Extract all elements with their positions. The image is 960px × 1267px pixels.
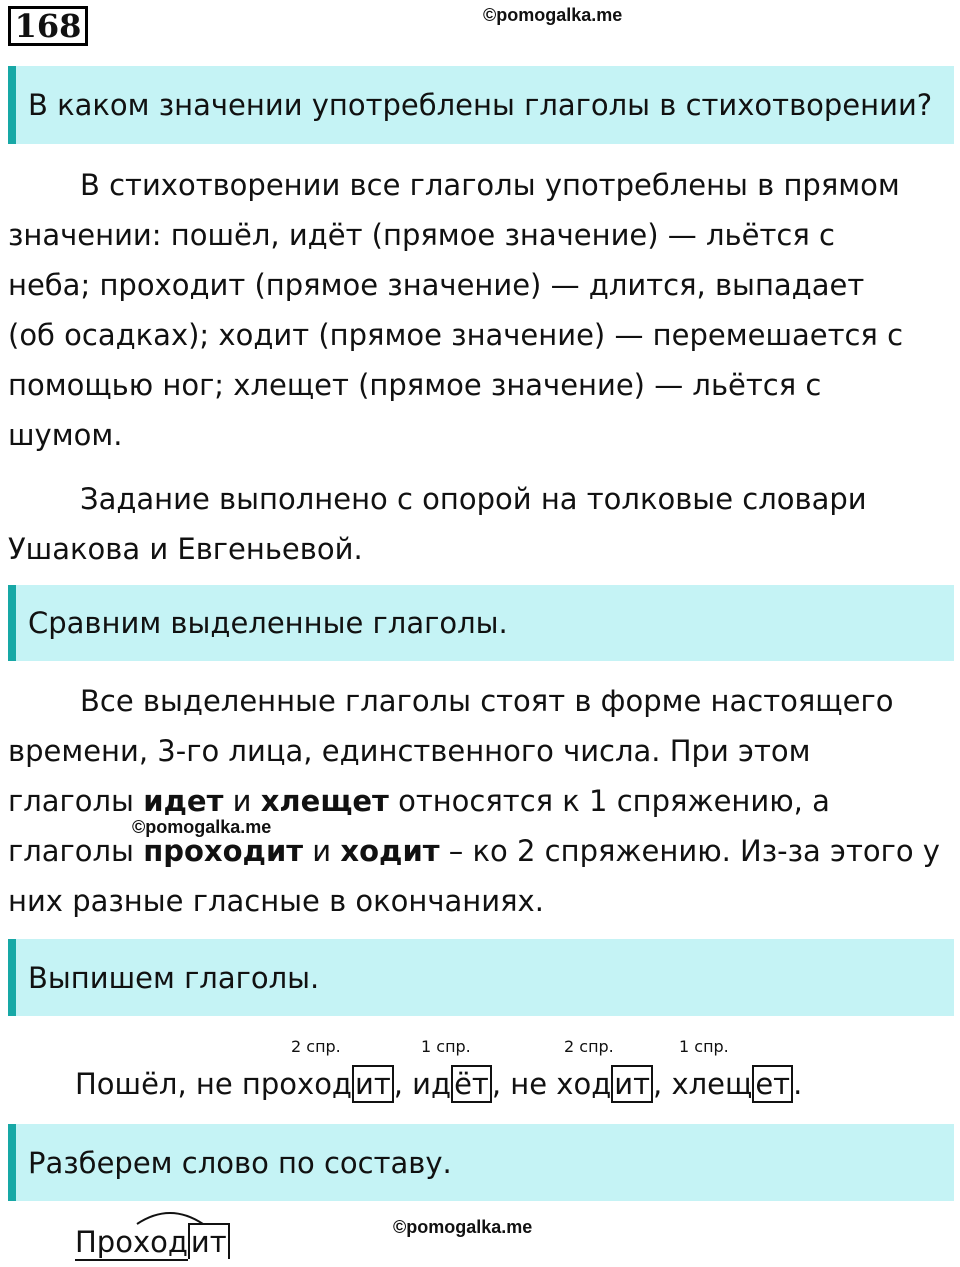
answer-1-line-5: помощью ног; хлещет (прямое значение) — льётся с	[8, 368, 822, 402]
conjugation-label-4: 1 спр.	[679, 1037, 729, 1056]
watermark-top: ©pomogalka.me	[483, 5, 623, 25]
note-line-1: Задание выполнено с опорой на толковые словари	[80, 482, 867, 516]
note-line-2: Ушакова и Евгеньевой.	[8, 532, 363, 566]
bold-verb-hleshchet: хлещет	[260, 784, 389, 818]
stem-underline: Проход	[75, 1225, 188, 1259]
bold-verb-hodit: ходит	[340, 834, 440, 868]
answer-1-line-2: значении: пошёл, идёт (прямое значение) — льётся с	[8, 218, 835, 252]
watermark-bottom: ©pomogalka.me	[393, 1217, 533, 1237]
conjugation-label-1: 2 спр.	[291, 1037, 341, 1056]
question-banner-2	[8, 585, 954, 661]
bold-verb-idet: идет	[143, 784, 224, 818]
ending-box: ит	[188, 1223, 230, 1259]
conjugation-label-2: 1 спр.	[421, 1037, 471, 1056]
question-text-4: Разберем слово по составу.	[28, 1145, 452, 1180]
root-arc-mark	[75, 1208, 235, 1228]
verbs-sentence: Пошёл, не проход ит , ид ёт , не ход ит , хлещ ет .	[75, 1067, 803, 1101]
bold-verb-prohodit: проходит	[143, 834, 304, 868]
answer-2-line-2: времени, 3-го лица, единственного числа. При этом	[8, 734, 811, 768]
question-banner-4	[8, 1124, 954, 1201]
answer-note	[8, 474, 948, 574]
ending-box: ет	[752, 1065, 793, 1103]
question-banner-1	[8, 66, 954, 144]
conjugation-label-3: 2 спр.	[564, 1037, 614, 1056]
ending-box: ёт	[451, 1065, 492, 1103]
watermark-middle: ©pomogalka.me	[132, 817, 272, 837]
question-text-1: В каком значении употреблены глаголы в стихотворении?	[28, 88, 933, 122]
ending-box: ит	[611, 1065, 653, 1103]
morpheme-parse-word	[75, 1218, 230, 1266]
question-text-3: Выпишем глаголы.	[28, 960, 320, 995]
ending-box: ит	[352, 1065, 394, 1103]
answer-1-line-4: (об осадках); ходит (прямое значение) — перемешается с	[8, 318, 904, 352]
question-banner-3	[8, 939, 954, 1016]
answer-2-line-5: них разные гласные в окончаниях.	[8, 884, 544, 918]
answer-1-line-3: неба; проходит (прямое значение) — длится, выпадает	[8, 268, 865, 302]
answer-2-line-3: глаголы идет и хлещет относятся к 1 спряжению, а	[8, 784, 830, 818]
task-number: 168	[8, 6, 88, 46]
answer-1-line-6: шумом.	[8, 418, 123, 452]
answer-1-line-1: В стихотворении все глаголы употреблены в прямом	[80, 168, 900, 202]
answer-paragraph-2	[8, 676, 948, 926]
question-text-2: Сравним выделенные глаголы.	[28, 606, 508, 640]
answer-2-line-4: глаголы проходит и ходит – ко 2 спряжению. Из-за этого у	[8, 834, 940, 868]
answer-paragraph-1	[8, 160, 948, 460]
answer-2-line-1: Все выделенные глаголы стоят в форме настоящего	[80, 684, 894, 718]
